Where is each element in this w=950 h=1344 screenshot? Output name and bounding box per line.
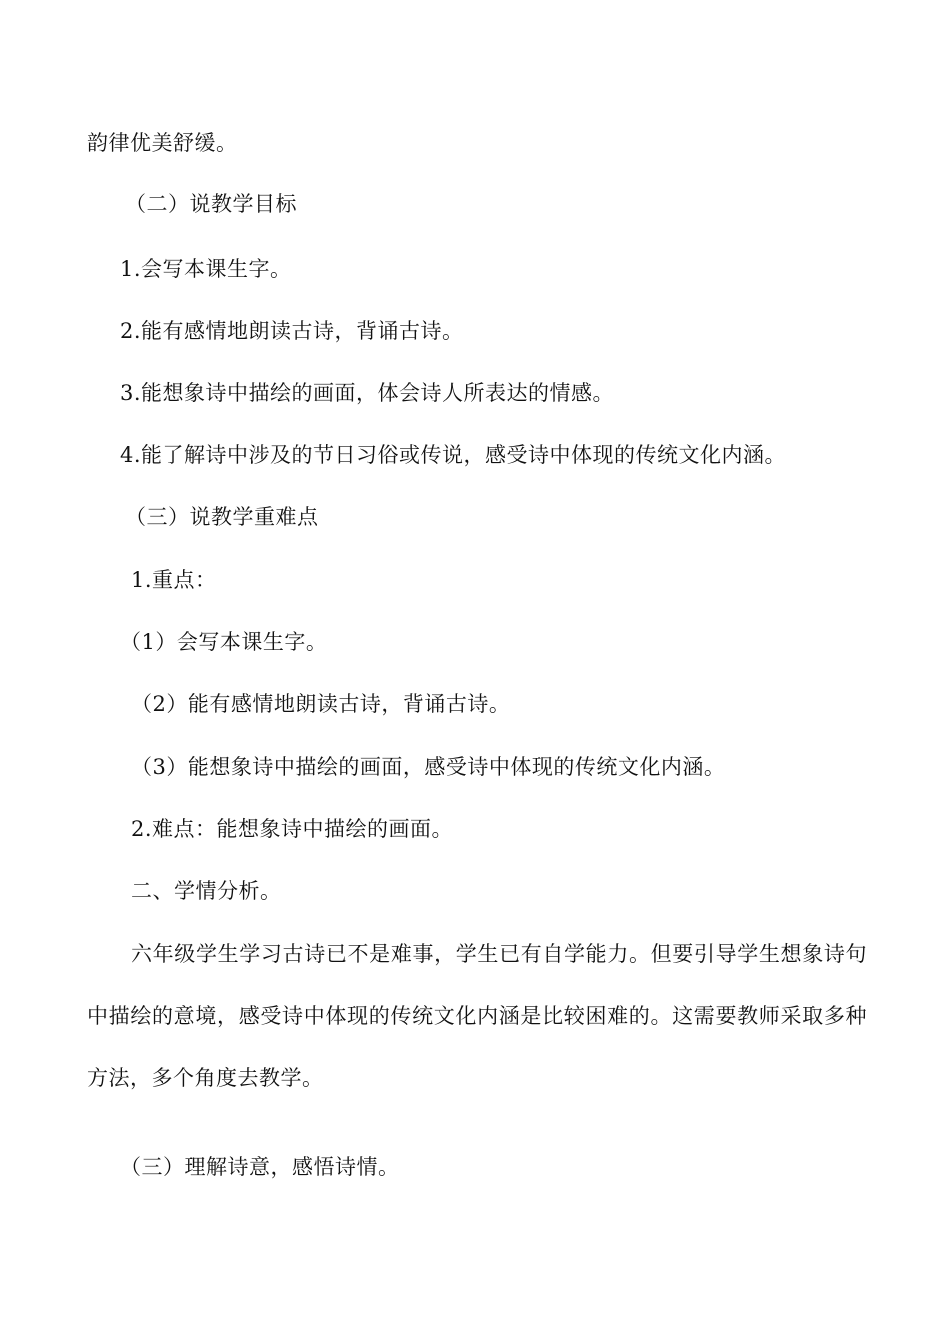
- sub-list-item: （1）会写本课生字。: [120, 630, 328, 654]
- list-item: 2.难点：能想象诗中描绘的画面。: [131, 817, 454, 841]
- section-heading: （二）说教学目标: [125, 192, 297, 216]
- text-line: 韵律优美舒缓。: [87, 131, 238, 155]
- section-heading: 二、学情分析。: [131, 879, 282, 903]
- section-heading: （三）说教学重难点: [125, 505, 319, 529]
- sub-list-item: （3）能想象诗中描绘的画面，感受诗中体现的传统文化内涵。: [131, 755, 726, 779]
- list-item: 1.重点：: [131, 568, 217, 592]
- sub-list-item: （2）能有感情地朗读古诗，背诵古诗。: [131, 692, 511, 716]
- list-item: 1.会写本课生字。: [120, 257, 292, 281]
- list-item: 2.能有感情地朗读古诗，背诵古诗。: [120, 319, 464, 343]
- section-heading: （三）理解诗意，感悟诗情。: [120, 1155, 400, 1179]
- list-item: 3.能想象诗中描绘的画面，体会诗人所表达的情感。: [120, 381, 615, 405]
- list-item: 4.能了解诗中涉及的节日习俗或传说，感受诗中体现的传统文化内涵。: [120, 443, 787, 467]
- body-paragraph: 六年级学生学习古诗已不是难事，学生已有自学能力。但要引导学生想象诗句中描绘的意境，感受诗中体现的传统文化内涵是比较困难的。这需要教师采取多种方法，多个角度去教学。: [87, 942, 867, 1090]
